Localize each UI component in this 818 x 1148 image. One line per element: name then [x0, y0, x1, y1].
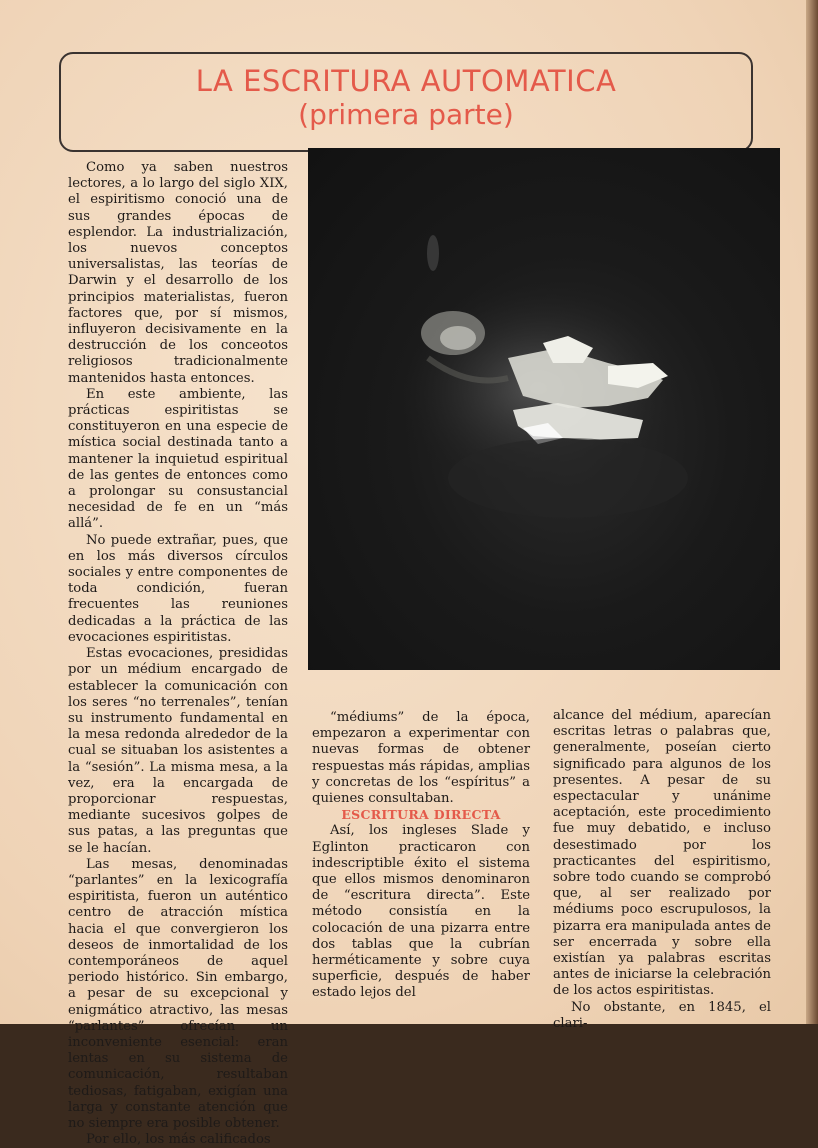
- paragraph: Como ya saben nuestros lectores, a lo largo del siglo XIX, el espiritismo conoció una de sus grandes épocas de esplendor. La industrialización, los nuevos conceptos universalistas, las teorías de Darwin y el desarrollo de los principios materialistas, fueron factores que, por sí mismos, influyeron decisivamente en la destrucción de los conceotos religiosos tradicionalmente mantenidos hasta entonces.: [68, 160, 288, 386]
- seance-photo: [308, 148, 780, 670]
- text-column-2: [312, 710, 530, 1002]
- paragraph: Por ello, los más calificados: [86, 1132, 271, 1148]
- paragraph: Estas evocaciones, presididas por un médium encargado de establecer la comunicación con los seres “no terrenales”, tenían su instrumento fundamental en la mesa redonda alrededor de la cual se situaban los asistentes a la “sesión”. La misma mesa, a la vez, era la encargada de proporcionar respuestas, mediante sucesivos golpes de sus patas, a las preguntas que se le hacían.: [68, 646, 288, 856]
- paragraph: Así, los ingleses Slade y Eglinton practicaron con indescriptible éxito el sistema que ellos mismos denominaron de “escritura directa”. Este método consistía en la colocación de una pizarra entre dos tablas que la cubrían herméticamente y sobre cuya superficie, después de haber estado lejos del: [312, 823, 530, 1001]
- section-heading: ESCRITURA DIRECTA: [341, 807, 501, 823]
- title-box: [59, 52, 753, 152]
- seance-hands-icon: [308, 148, 780, 670]
- text-column-1: [68, 160, 288, 1148]
- paragraph: “médiums” de la época, empezaron a experimentar con nuevas formas de obtener respuestas más rápidas, amplias y concretas de los “espíritus” a quienes consultaban.: [312, 710, 530, 807]
- article-title: LA ESCRITURA AUTOMATICA: [195, 64, 617, 98]
- paragraph: En este ambiente, las prácticas espiritistas se constituyeron en una especie de mística social destinada tanto a mantener la inquietud espiritual de las gentes de entonces como a prolongar su consustancial necesidad de fe en un “más allá”.: [68, 386, 288, 532]
- paragraph: alcance del médium, aparecían escritas letras o palabras que, generalmente, poseían cierto significado para algunos de los presentes. A pesar de su espectacular y unánime aceptación, este procedimiento fue muy debatido, e incluso desestimado por los practicantes del espiritismo, sobre todo cuando se comprobó que, al ser realizado por médiums poco escrupulosos, la pizarra era manipulada antes de ser encerrada y sobre ella existían ya palabras escritas antes de iniciarse la celebración de los actos espiritistas.: [553, 708, 771, 999]
- article-subtitle: (primera parte): [298, 98, 514, 131]
- paragraph: No obstante, en 1845, el clari-: [553, 999, 771, 1031]
- paragraph: No puede extrañar, pues, que en los más diversos círculos sociales y entre componentes de toda condición, fueran frecuentes las reuniones dedicadas a la práctica de las evocaciones espiritistas.: [68, 532, 288, 645]
- paragraph: Las mesas, denominadas “parlantes” en la lexicografía espiritista, fueron un auténtico centro de atracción mística hacia el que convergieron los deseos de inmortalidad de los contemporáneos de aquel periodo histórico. Sin embargo, a pesar de su excepcional y enigmático atractivo, las mesas “parlantes” ofrecían un inconveniente esencial: eran lentas en su sistema de comunicación, resultaban tediosas, fatigaban, exigían una larga y constante atención que no siempre era posible obtener.: [68, 856, 288, 1131]
- page-edge: [806, 0, 818, 1024]
- text-column-3: [553, 708, 771, 1032]
